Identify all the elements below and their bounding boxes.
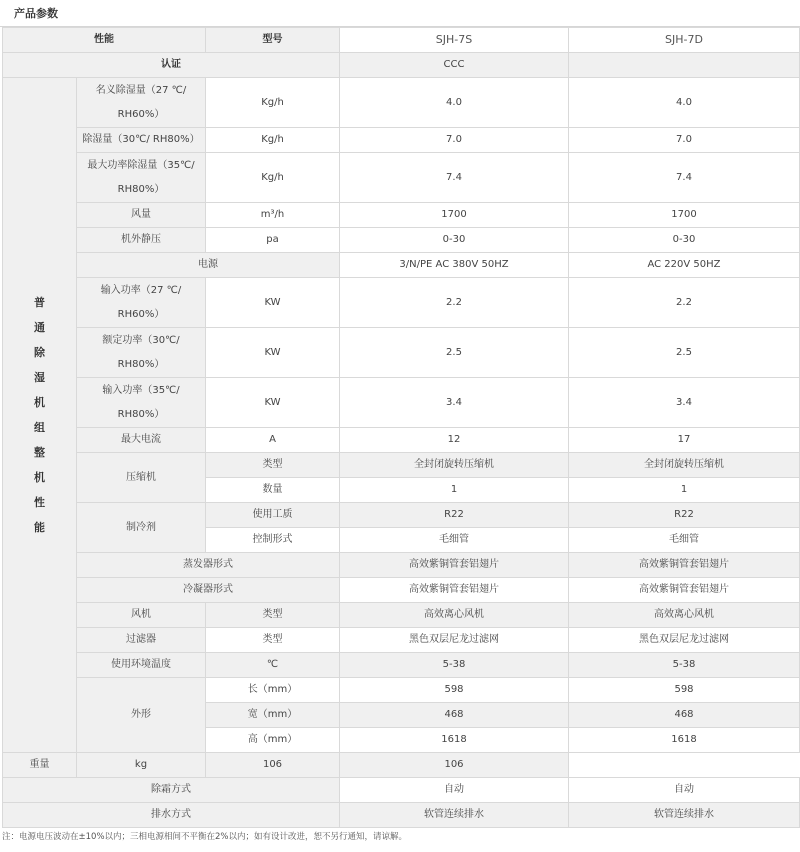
cell-value: 7.4: [340, 153, 569, 203]
row-label: 输入功率（35℃/ RH80%）: [77, 378, 206, 428]
row-label: 排水方式: [3, 803, 340, 828]
table-row: [3, 503, 800, 528]
row-unit: Kg/h: [206, 153, 340, 203]
cell-value: 468: [340, 703, 569, 728]
footnote: 注：电源电压波动在±10%以内；三相电源相间不平衡在2%以内；如有设计改进，恕不另行通知，请谅解。: [2, 832, 408, 842]
sub-label: 类型: [206, 628, 340, 653]
cell-value: 1: [569, 478, 800, 503]
model-1: SJH-7S: [340, 28, 569, 53]
cell-value: 3.4: [569, 378, 800, 428]
cell-value: 106: [206, 753, 340, 778]
cell-value: 7.4: [569, 153, 800, 203]
cell-value: 4.0: [569, 78, 800, 128]
cert-v1: CCC: [340, 53, 569, 78]
cell-value: 468: [569, 703, 800, 728]
row-label: 压缩机: [77, 453, 206, 503]
table-row: [3, 253, 800, 278]
cell-value: 2.5: [340, 328, 569, 378]
cell-value: 0-30: [569, 228, 800, 253]
cell-value: 1700: [340, 203, 569, 228]
model-header: 型号: [206, 28, 340, 53]
row-label: 名义除湿量（27 ℃/ RH60%）: [77, 78, 206, 128]
row-label: 冷凝器形式: [77, 578, 340, 603]
table-row: [3, 378, 800, 428]
table-row: [3, 603, 800, 628]
cell-value: 黑色双层尼龙过滤网: [340, 628, 569, 653]
table-row: [3, 553, 800, 578]
table-row: [3, 428, 800, 453]
cell-value: 2.2: [569, 278, 800, 328]
header-row: [3, 28, 800, 53]
table-row: [3, 628, 800, 653]
cell-value: 高效紫铜管套铝翅片: [569, 578, 800, 603]
table-row: [3, 328, 800, 378]
row-label: 最大功率除湿量（35℃/ RH80%）: [77, 153, 206, 203]
row-label: 电源: [77, 253, 340, 278]
table-row: [3, 228, 800, 253]
cert-label: 认证: [3, 53, 340, 78]
cell-value: 毛细管: [340, 528, 569, 553]
cell-value: 12: [340, 428, 569, 453]
cert-row: [3, 53, 800, 78]
cell-value: 毛细管: [569, 528, 800, 553]
cell-value: 全封闭旋转压缩机: [569, 453, 800, 478]
cell-value: 7.0: [569, 128, 800, 153]
row-label: 外形: [77, 678, 206, 753]
cell-value: 3.4: [340, 378, 569, 428]
row-label: 使用环境温度: [77, 653, 206, 678]
table-row: [3, 153, 800, 203]
cell-value: 黑色双层尼龙过滤网: [569, 628, 800, 653]
cell-value: 2.5: [569, 328, 800, 378]
perf-header: 性能: [3, 28, 206, 53]
section-title: 产品参数: [0, 0, 800, 27]
cell-value: 高效离心风机: [569, 603, 800, 628]
table-row: [3, 278, 800, 328]
cell-value: 598: [340, 678, 569, 703]
sub-label: 宽（mm）: [206, 703, 340, 728]
row-label: 输入功率（27 ℃/ RH60%）: [77, 278, 206, 328]
row-label: 额定功率（30℃/ RH80%）: [77, 328, 206, 378]
sub-label: 高（mm）: [206, 728, 340, 753]
row-unit: pa: [206, 228, 340, 253]
row-unit: Kg/h: [206, 78, 340, 128]
sub-label: 数量: [206, 478, 340, 503]
cell-value: 自动: [340, 778, 569, 803]
table-row: [3, 803, 800, 828]
table-row: [3, 78, 800, 128]
table-row: [3, 753, 800, 778]
sub-label: 长（mm）: [206, 678, 340, 703]
row-label: 蒸发器形式: [77, 553, 340, 578]
row-label: 过滤器: [77, 628, 206, 653]
cell-value: 高效紫铜管套铝翅片: [569, 553, 800, 578]
cell-value: 17: [569, 428, 800, 453]
cell-value: 7.0: [340, 128, 569, 153]
table-row: [3, 778, 800, 803]
row-unit: ℃: [206, 653, 340, 678]
table-row: [3, 578, 800, 603]
cell-value: 598: [569, 678, 800, 703]
cell-value: 1618: [340, 728, 569, 753]
row-label: 最大电流: [77, 428, 206, 453]
model-2: SJH-7D: [569, 28, 800, 53]
cell-value: 高效紫铜管套铝翅片: [340, 553, 569, 578]
cell-value: 高效紫铜管套铝翅片: [340, 578, 569, 603]
cell-value: 自动: [569, 778, 800, 803]
cell-value: 软管连续排水: [569, 803, 800, 828]
row-unit: m³/h: [206, 203, 340, 228]
row-unit: KW: [206, 278, 340, 328]
table-row: [3, 678, 800, 703]
cell-value: R22: [340, 503, 569, 528]
table-row: [3, 203, 800, 228]
table-row: [3, 653, 800, 678]
cell-value: 1: [340, 478, 569, 503]
cell-value: 2.2: [340, 278, 569, 328]
row-label: 除霜方式: [3, 778, 340, 803]
cell-value: 5-38: [569, 653, 800, 678]
cell-value: R22: [569, 503, 800, 528]
sub-label: 使用工质: [206, 503, 340, 528]
row-label: 制冷剂: [77, 503, 206, 553]
row-label: 重量: [3, 753, 77, 778]
row-label: 风机: [77, 603, 206, 628]
spec-table: [2, 27, 800, 828]
row-unit: A: [206, 428, 340, 453]
sub-label: 类型: [206, 453, 340, 478]
cell-value: 全封闭旋转压缩机: [340, 453, 569, 478]
table-row: [3, 453, 800, 478]
row-unit: Kg/h: [206, 128, 340, 153]
cell-value: 1700: [569, 203, 800, 228]
cert-v2: [569, 53, 800, 78]
cell-value: 4.0: [340, 78, 569, 128]
sub-label: 类型: [206, 603, 340, 628]
cell-value: 5-38: [340, 653, 569, 678]
table-row: [3, 128, 800, 153]
row-unit: kg: [77, 753, 206, 778]
cell-value: AC 220V 50HZ: [569, 253, 800, 278]
cell-value: 1618: [569, 728, 800, 753]
cell-value: 软管连续排水: [340, 803, 569, 828]
row-unit: KW: [206, 378, 340, 428]
side-label: 普 通 除 湿 机 组 整 机 性 能: [3, 78, 77, 753]
cell-value: 高效离心风机: [340, 603, 569, 628]
row-label: 机外静压: [77, 228, 206, 253]
cell-value: 0-30: [340, 228, 569, 253]
sub-label: 控制形式: [206, 528, 340, 553]
row-label: 风量: [77, 203, 206, 228]
row-unit: KW: [206, 328, 340, 378]
row-label: 除湿量（30℃/ RH80%）: [77, 128, 206, 153]
cell-value: 3/N/PE AC 380V 50HZ: [340, 253, 569, 278]
cell-value: 106: [340, 753, 569, 778]
